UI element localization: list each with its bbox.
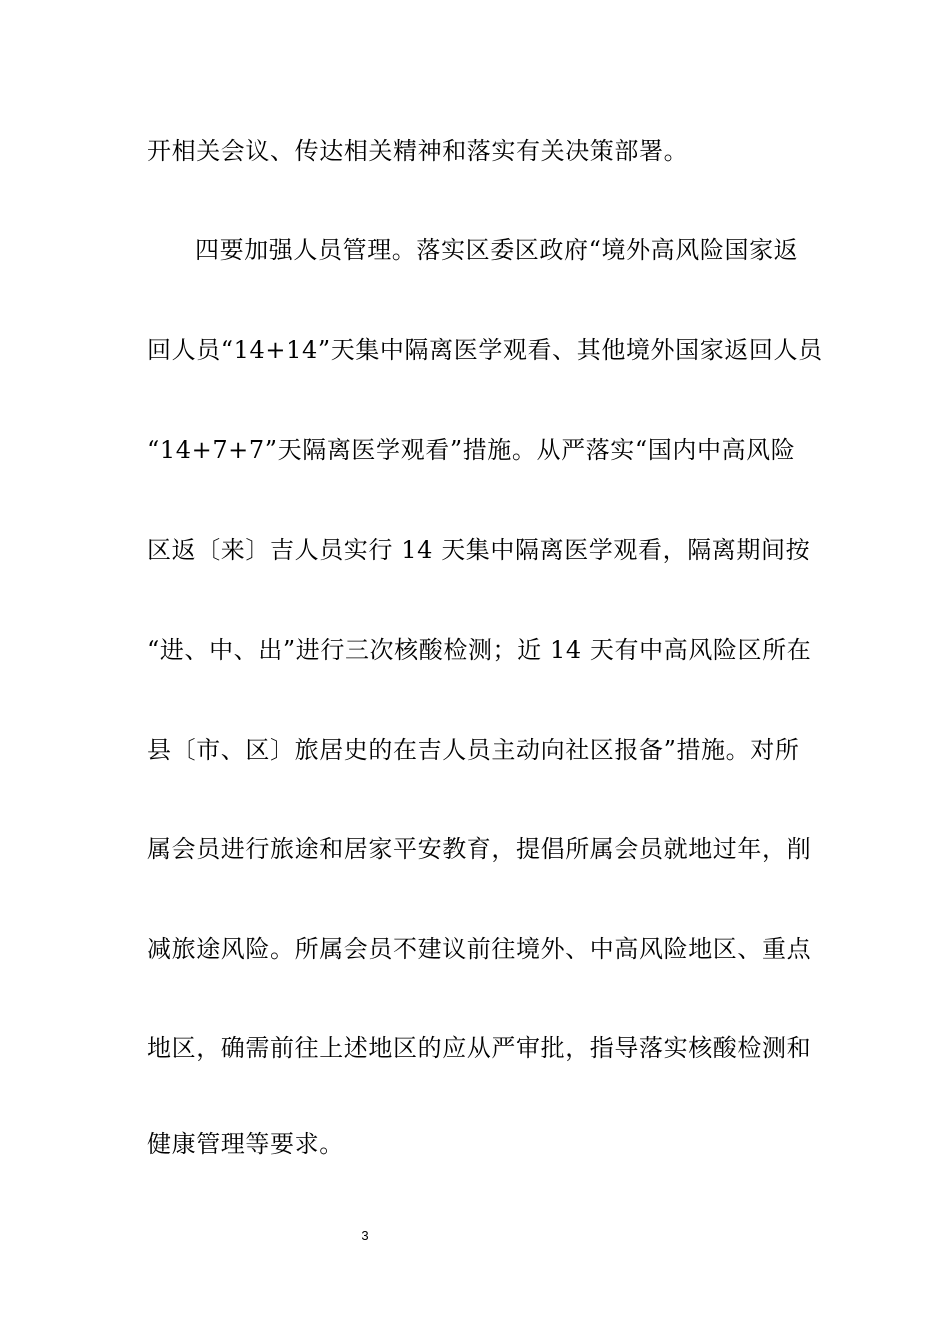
paragraph-line: 区返〔来〕吉人员实行 14 天集中隔离医学观看，隔离期间按 bbox=[147, 536, 811, 564]
paragraph-line: 健康管理等要求。 bbox=[147, 1130, 344, 1158]
paragraph-line: “14+7+7”天隔离医学观看”措施。从严落实“国内中高风险 bbox=[147, 436, 796, 464]
paragraph-line: 开相关会议、传达相关精神和落实有关决策部署。 bbox=[147, 137, 689, 165]
paragraph-line: 地区，确需前往上述地区的应从严审批，指导落实核酸检测和 bbox=[147, 1034, 812, 1062]
paragraph-line: 属会员进行旅途和居家平安教育，提倡所属会员就地过年，削 bbox=[147, 835, 812, 863]
paragraph-line: 四要加强人员管理。落实区委区政府“境外高风险国家返 bbox=[195, 236, 799, 264]
paragraph-line: 减旅途风险。所属会员不建议前往境外、中高风险地区、重点 bbox=[147, 935, 812, 963]
page-number: 3 bbox=[361, 1228, 369, 1243]
paragraph-line: “进、中、出”进行三次核酸检测；近 14 天有中高风险区所在 bbox=[147, 636, 812, 664]
paragraph-line: 回人员“14+14”天集中隔离医学观看、其他境外国家返回人员 bbox=[147, 336, 823, 364]
paragraph-line: 县〔市、区〕旅居史的在吉人员主动向社区报备”措施。对所 bbox=[147, 736, 800, 764]
